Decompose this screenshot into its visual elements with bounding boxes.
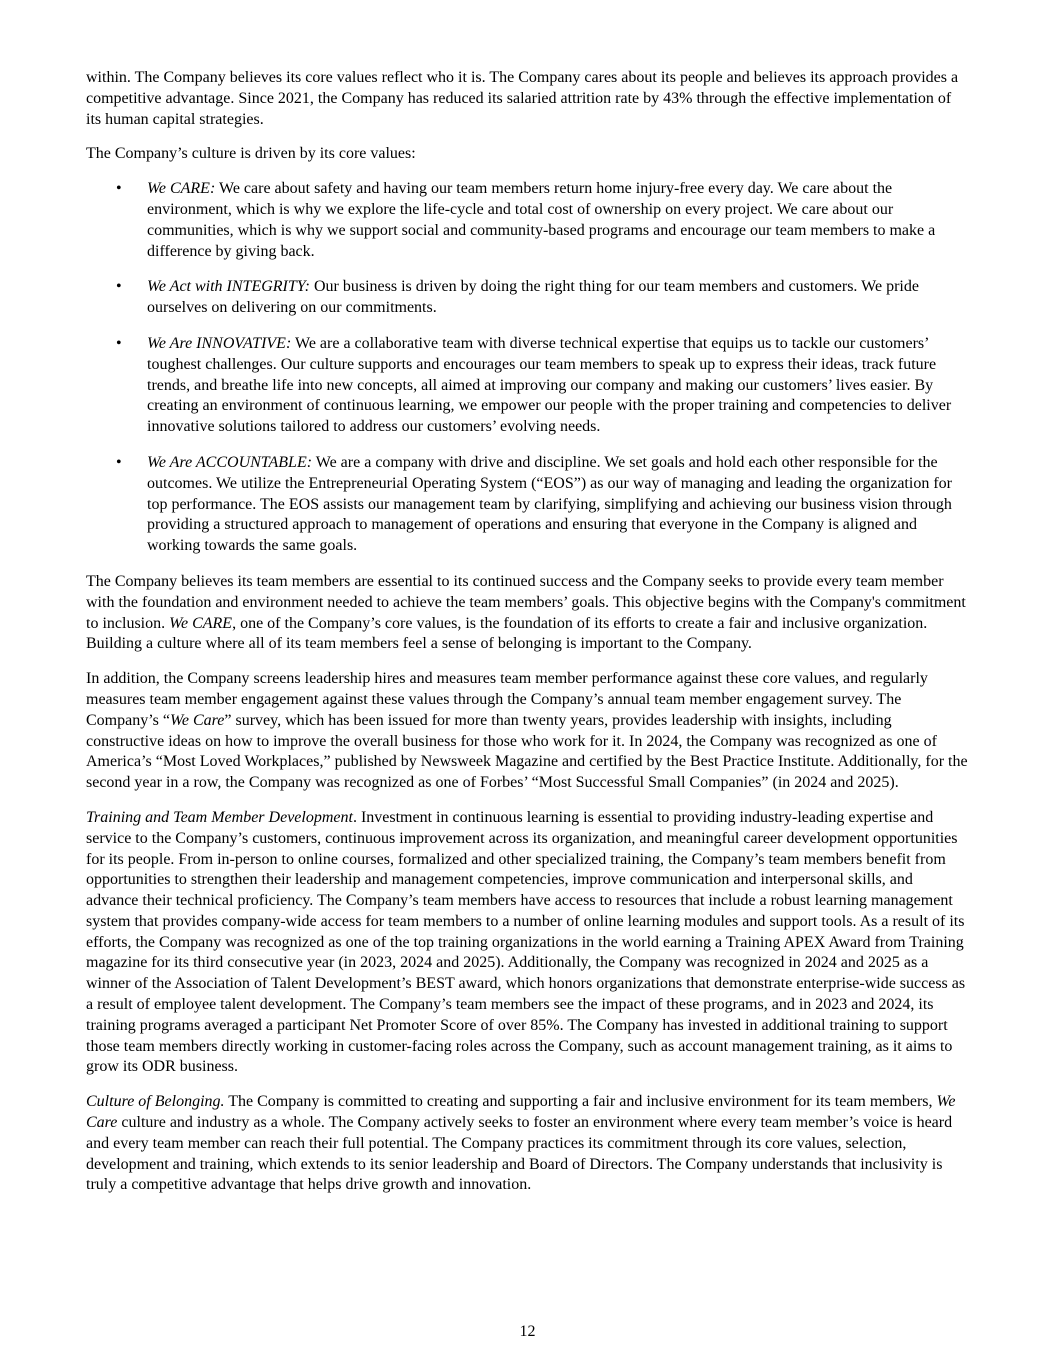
core-value-text: We care about safety and having our team members return home injury-free every day. We care about the environment, which is why we explore the life-cycle and total cost of ownership on every project. We care about our communities, which is why we support social and community-based programs and encourage our team members to make a difference by giving back.: [147, 180, 936, 260]
leadership-text-1: In addition, the Company screens leadership hires and measures team member performance against these core values, and regularly measures team member engagement against these values through the Company’s annual team member engagement survey. The Company’s “: [86, 670, 928, 729]
core-value-title: We Act with INTEGRITY:: [147, 278, 310, 296]
core-value-care: [86, 179, 968, 262]
training-text: . Investment in continuous learning is essential to providing industry-leading expertise and service to the Company’s customers, continuous improvement across its organization, and meaningful career development opportunities for its people. From in-person to online courses, formalized and other specialized training, the Company’s team members benefit from opportunities to strengthen their leadership and management competencies, improve communication and interpersonal skills, and advance their technical proficiency. The Company’s team members have access to resources that include a robust learning management system that provides company-wide access for team members to a number of online learning modules and support tools. As a result of its efforts, the Company was recognized as one of the top training organizations in the world earning a Training APEX Award from Training magazine for its third consecutive year (in 2023, 2024 and 2025). Additionally, the Company was recognized in 2024 and 2025 as a winner of the Association of Talent Development’s BEST award, which honors organizations that demonstrate enterprise-wide success as a result of employee talent development. The Company’s team members see the impact of these programs, and in 2023 and 2024, its training programs averaged a participant Net Promoter Score of over 85%. The Company has invested in additional training to support those team members directly working in customer-facing roles across the Company, such as account management training, as it aims to grow its ODR business.: [86, 808, 966, 1076]
bullet-icon: •: [116, 334, 122, 352]
team-members-paragraph: [86, 572, 968, 655]
bullet-icon: •: [116, 180, 122, 198]
training-heading: Training and Team Member Development: [86, 808, 353, 826]
belonging-text-1: The Company is committed to creating and supporting a fair and inclusive environment for its team members,: [224, 1093, 937, 1111]
leadership-italic: We Care: [170, 711, 225, 729]
core-values-lead: The Company’s culture is driven by its core values:: [86, 145, 416, 163]
belonging-paragraph: [86, 1092, 968, 1196]
document-page: [86, 68, 968, 1210]
core-value-title: We Are INNOVATIVE:: [147, 334, 292, 352]
core-value-accountable: [86, 453, 968, 557]
bullet-icon: •: [116, 453, 122, 471]
core-value-text: We are a company with drive and discipline. We set goals and hold each other responsible for the outcomes. We utilize the Entrepreneurial Operating System (“EOS”) as our way of managing and leading the organization for top performance. The EOS assists our management team by clarifying, simplifying and achieving our business vision through providing a structured approach to management of operations and ensuring that everyone in the Company is aligned and working towards the same goals.: [147, 453, 952, 555]
bullet-icon: •: [116, 278, 122, 296]
core-value-text: Our business is driven by doing the right thing for our team members and customers. We pride ourselves on delivering on our commitments.: [147, 278, 919, 317]
belonging-heading: Culture of Belonging.: [86, 1093, 225, 1111]
core-values-list: [86, 179, 968, 557]
training-paragraph: [86, 808, 968, 1078]
core-value-text: We are a collaborative team with diverse technical expertise that equips us to tackle our customers’ toughest challenges. Our culture supports and encourages our team members to speak up to express their ideas, track future trends, and breathe life into new concepts, all aimed at improving our company and making our customers’ lives easier. By creating an environment of continuous learning, we empower our people with the proper training and competencies to deliver innovative solutions tailored to address our customers’ evolving needs.: [147, 334, 952, 436]
leadership-text-2: ” survey, which has been issued for more than twenty years, provides leadership with insights, including constructive ideas on how to improve the overall business for those who work for it. In 2024, the Company was recognized as one of America’s “Most Loved Workplaces,” published by Newsweek Magazine and certified by the Best Practice Institute. Additionally, for the second year in a row, the Company was recognized as one of Forbes’ “Most Successful Small Companies” (in 2024 and 2025).: [86, 711, 968, 792]
team-members-italic: We CARE: [169, 614, 233, 632]
core-value-integrity: [86, 277, 968, 319]
core-value-innovative: [86, 334, 968, 438]
core-value-title: We CARE:: [147, 180, 216, 198]
page-number: 12: [519, 1323, 536, 1340]
core-value-title: We Are ACCOUNTABLE:: [147, 453, 313, 471]
intro-paragraph: within. The Company believes its core values reflect who it is. The Company cares about its people and believes its approach provides a competitive advantage. Since 2021, the Company has reduced its salaried attrition rate by 43% through the effective implementation of its human capital strategies.: [86, 69, 959, 128]
belonging-text-2: culture and industry as a whole. The Company actively seeks to foster an environment where every team member’s voice is heard and every team member can reach their full potential. The Company practices its commitment through its core values, selection, development and training, which extends to its senior leadership and Board of Directors. The Company understands that inclusivity is truly a competitive advantage that helps drive growth and innovation.: [86, 1114, 953, 1194]
team-members-text-2: , one of the Company’s core values, is the foundation of its efforts to create a fair and inclusive organization. Building a culture where all of its team members feel a sense of belonging is important to the Company.: [86, 614, 928, 653]
leadership-paragraph: [86, 669, 968, 794]
team-members-text-1: The Company believes its team members are essential to its continued success and the Company seeks to provide every team member with the foundation and environment needed to achieve the team members’ goals. This objective begins with the Company's commitment to inclusion.: [86, 572, 966, 632]
belonging-italic: We Care: [86, 1093, 956, 1132]
